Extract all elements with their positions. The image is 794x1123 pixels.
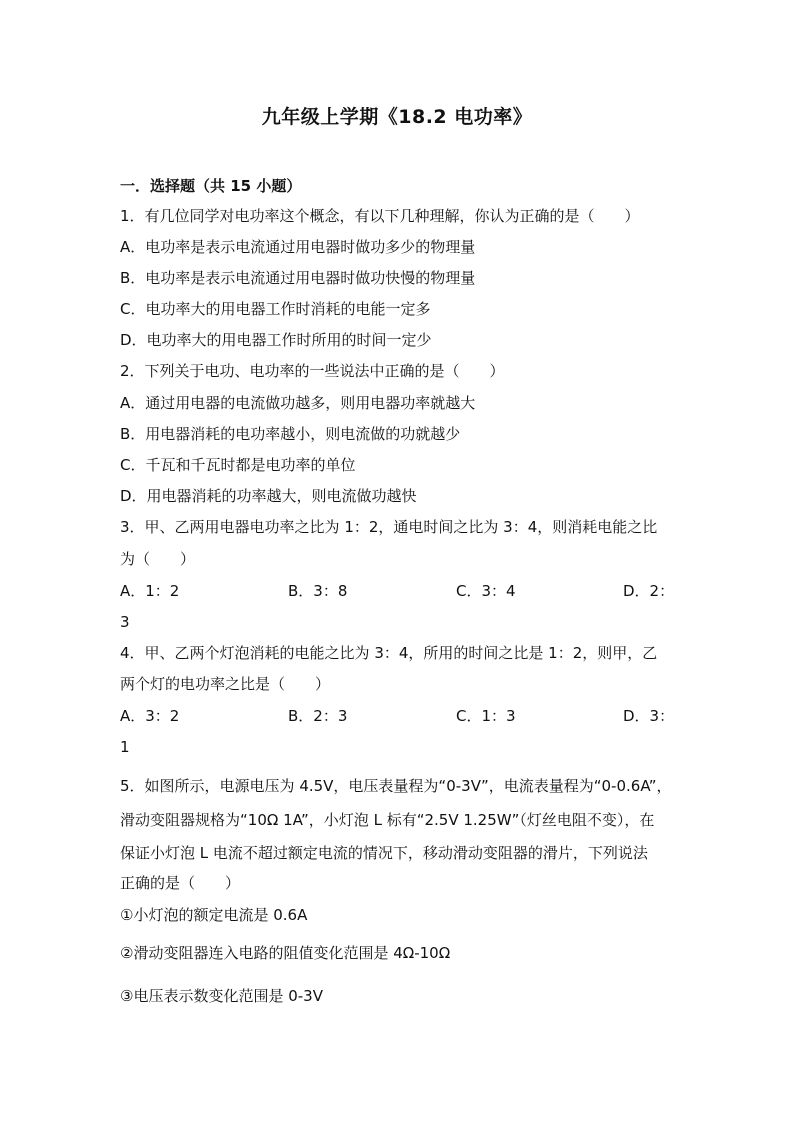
q1-option-a: A．电功率是表示电流通过用电器时做功多少的物理量 (120, 238, 476, 256)
q3-stem-line2: 为（ ） (120, 550, 196, 568)
q4-option-b: B．2：3 (288, 707, 348, 725)
q1-option-d: D．电功率大的用电器工作时所用的时间一定少 (120, 331, 432, 349)
q2-option-d: D．用电器消耗的功率越大，则电流做功越快 (120, 487, 417, 505)
q2-option-c: C．千瓦和千瓦时都是电功率的单位 (120, 456, 356, 474)
q1-option-c: C．电功率大的用电器工作时消耗的电能一定多 (120, 300, 431, 318)
q3-option-c: C．3：4 (456, 582, 516, 600)
q2-option-a: A．通过用电器的电流做功越多，则用电器功率就越大 (120, 394, 476, 412)
q4-option-a: A．3：2 (120, 707, 180, 725)
q3-option-b: B．3：8 (288, 582, 348, 600)
q4-option-d-wrap: 1 (120, 738, 130, 756)
q1-stem: 1．有几位同学对电功率这个概念，有以下几种理解，你认为正确的是（ ） (120, 207, 640, 225)
q2-option-b: B．用电器消耗的电功率越小，则电流做的功就越少 (120, 425, 461, 443)
q1-option-b: B．电功率是表示电流通过用电器时做功快慢的物理量 (120, 269, 476, 287)
q2-stem: 2．下列关于电功、电功率的一些说法中正确的是（ ） (120, 362, 505, 380)
q5-stem-line2: 滑动变阻器规格为“10Ω 1A”，小灯泡 L 标有“2.5V 1.25W”（灯丝电阻不变），在 (120, 811, 655, 829)
q5-stem-line4: 正确的是（ ） (120, 874, 241, 892)
q4-stem-line2: 两个灯的电功率之比是（ ） (120, 675, 331, 693)
q5-stem-line3: 保证小灯泡 L 电流不超过额定电流的情况下，移动滑动变阻器的滑片，下列说法 (120, 844, 648, 862)
section-heading: 一．选择题（共 15 小题） (120, 177, 302, 195)
q5-statement-3: ③电压表示数变化范围是 0-3V (120, 987, 323, 1005)
q3-option-d-wrap: 3 (120, 613, 130, 631)
q5-statement-1: ①小灯泡的额定电流是 0.6A (120, 906, 308, 924)
page-title: 九年级上学期《18.2 电功率》 (261, 106, 533, 128)
q3-option-d: D．2： (623, 582, 675, 600)
q4-stem-line1: 4．甲、乙两个灯泡消耗的电能之比为 3：4，所用的时间之比是 1：2，则甲，乙 (120, 644, 658, 662)
q5-stem-line1: 5．如图所示，电源电压为 4.5V，电压表量程为“0-3V”，电流表量程为“0-0.6A”， (120, 777, 672, 795)
q4-option-c: C．1：3 (456, 707, 516, 725)
q4-option-d: D．3： (623, 707, 675, 725)
q3-option-a: A．1：2 (120, 582, 180, 600)
q3-stem-line1: 3．甲、乙两用电器电功率之比为 1：2，通电时间之比为 3：4，则消耗电能之比 (120, 518, 658, 536)
q5-statement-2: ②滑动变阻器连入电路的阻值变化范围是 4Ω-10Ω (120, 944, 451, 962)
